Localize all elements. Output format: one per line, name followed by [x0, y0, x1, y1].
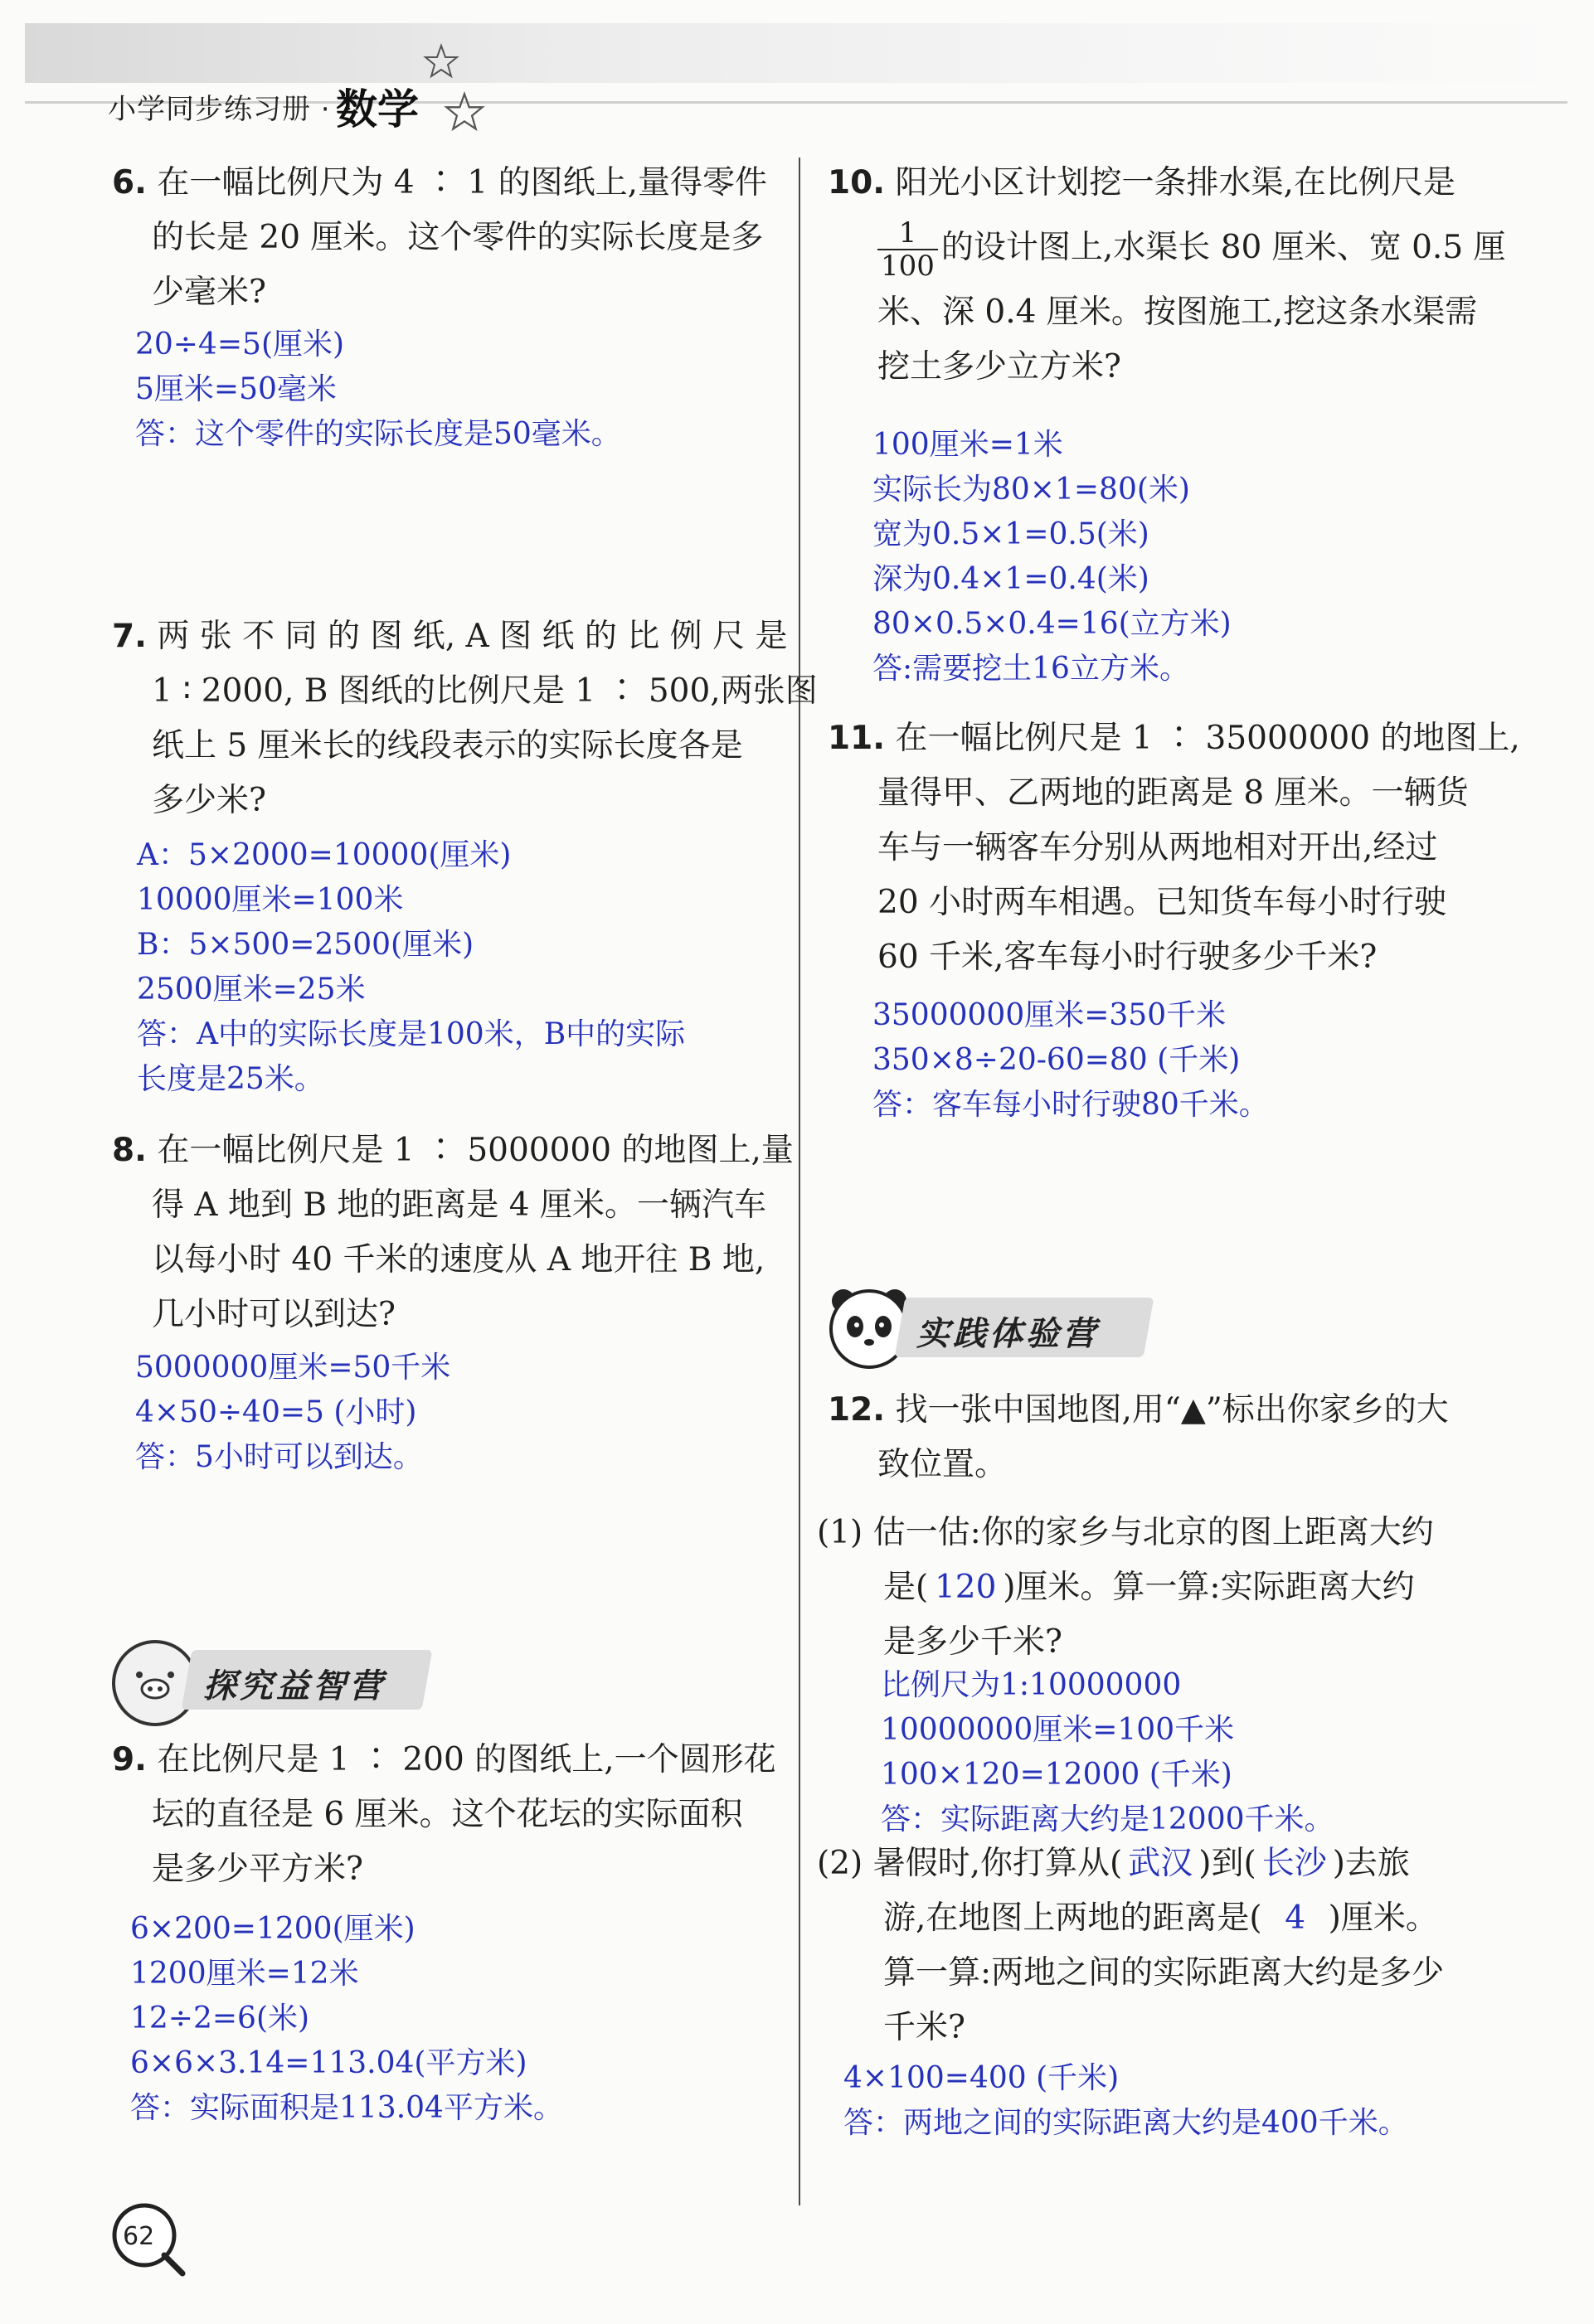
question-9	[112, 1733, 776, 1897]
question-line: 几小时可以到达?	[152, 1296, 396, 1333]
answer-9	[130, 1907, 563, 2131]
page-number: 62	[123, 2222, 155, 2251]
question-line: 是多少平方米?	[152, 1851, 363, 1888]
answer-line: 5000000厘米=50千米	[135, 1351, 451, 1385]
answer-7	[137, 833, 685, 1102]
answer-line: 比例尺为1:10000000	[881, 1668, 1182, 1702]
section-title-explore: 探究益智营	[203, 1667, 386, 1705]
answer-line: 答：两地之间的实际距离大约是400千米。	[843, 2106, 1408, 2140]
answer-line: A：5×2000=10000(厘米)	[137, 838, 512, 872]
question-line: 1 ∶ 2000, B 图纸的比例尺是 1 ∶ 500,两张图	[152, 672, 818, 710]
section-title-practice: 实践体验营	[916, 1315, 1099, 1353]
question-line: 12. 找一张中国地图,用“▲”标出你家乡的大	[828, 1391, 1449, 1429]
question-6	[112, 156, 767, 320]
question-line: 6. 在一幅比例尺为 4 ∶ 1 的图纸上,量得零件	[112, 164, 767, 201]
question-line: 游,在地图上两地的距离是( 4 )厘米。	[817, 1891, 1444, 1946]
answer-6	[135, 323, 621, 457]
fill-blank-to: 长沙	[1261, 1845, 1327, 1882]
question-12-part-2	[817, 1836, 1444, 2055]
question-line: 算一算:两地之间的实际距离大约是多少	[883, 1954, 1445, 1992]
star-icon	[423, 43, 459, 80]
question-number: 9.	[112, 1741, 147, 1778]
question-line: 的长是 20 厘米。这个零件的实际长度是多	[152, 219, 764, 256]
question-line: 20 小时两车相遇。已知货车每小时行驶	[877, 884, 1447, 921]
question-line: 是( 120 )厘米。算一算:实际距离大约	[817, 1560, 1434, 1615]
answer-line: 6×200=1200(厘米)	[130, 1912, 416, 1946]
question-8	[112, 1123, 794, 1342]
answer-line: 10000厘米=100米	[137, 883, 404, 917]
question-line: 8. 在一幅比例尺是 1 ∶ 5000000 的地图上,量	[112, 1132, 794, 1169]
question-line: 是多少千米?	[883, 1623, 1062, 1661]
question-line: 得 A 地到 B 地的距离是 4 厘米。一辆汽车	[152, 1186, 767, 1224]
question-line: 多少米?	[152, 782, 266, 819]
answer-12-part-2	[843, 2056, 1408, 2146]
question-7	[112, 609, 818, 828]
question-number: 10.	[828, 164, 886, 201]
answer-line: 答：5小时可以到达。	[135, 1440, 423, 1474]
answer-line: 12÷2=6(米)	[130, 2001, 310, 2035]
fraction: $\frac{1}{100}$	[877, 217, 938, 282]
star-icon	[444, 91, 485, 133]
question-line: 坛的直径是 6 厘米。这个花坛的实际面积	[152, 1796, 743, 1833]
question-10	[828, 156, 1506, 395]
answer-line: 2500厘米=25米	[137, 973, 366, 1007]
answer-line: 20÷4=5(厘米)	[135, 327, 345, 361]
question-line: 车与一辆客车分别从两地相对开出,经过	[877, 829, 1438, 866]
answer-line: 4×100=400 (千米)	[843, 2061, 1120, 2095]
answer-line: 答：客车每小时行驶80千米。	[872, 1088, 1269, 1122]
question-12-part-1	[817, 1506, 1434, 1670]
answer-line: 350×8÷20-60=80 (千米)	[872, 1043, 1241, 1077]
question-line: $\frac{1}{100}$ 的设计图上,水渠长 80 厘米、宽 0.5 厘	[828, 211, 1506, 285]
question-line: 挖土多少立方米?	[877, 348, 1121, 386]
answer-line: 答：A中的实际长度是100米，B中的实际	[137, 1017, 686, 1051]
question-line: 米、深 0.4 厘米。按图施工,挖这条水渠需	[877, 294, 1478, 331]
question-number: 6.	[112, 164, 147, 201]
answer-line: 10000000厘米=100千米	[881, 1713, 1235, 1747]
fill-blank-from: 武汉	[1128, 1845, 1193, 1882]
question-line: (1) 估一估:你的家乡与北京的图上距离大约	[817, 1514, 1434, 1551]
answer-line: 答：实际距离大约是12000千米。	[881, 1802, 1334, 1836]
question-line: 11. 在一幅比例尺是 1 ∶ 35000000 的地图上,	[828, 720, 1520, 757]
answer-line: 1200厘米=12米	[130, 1957, 359, 1991]
answer-11	[872, 993, 1269, 1128]
question-line: 以每小时 40 千米的速度从 A 地开往 B 地,	[152, 1241, 765, 1278]
question-number: 8.	[112, 1132, 147, 1169]
header-band	[25, 23, 1567, 83]
answer-line: 4×50÷40=5 (小时)	[135, 1395, 417, 1429]
answer-line: 宽为0.5×1=0.5(米)	[872, 517, 1149, 551]
question-line: 量得甲、乙两地的距离是 8 厘米。一辆货	[877, 774, 1469, 812]
question-line: 少毫米?	[152, 274, 266, 311]
answer-line: 答：这个零件的实际长度是50毫米。	[135, 417, 621, 451]
question-12	[828, 1383, 1449, 1492]
question-number: 11.	[828, 720, 886, 757]
answer-line: 6×6×3.14=113.04(平方米)	[130, 2046, 527, 2080]
answer-10	[872, 423, 1232, 691]
subject-title: 数学	[336, 85, 419, 133]
answer-line: 实际长为80×1=80(米)	[872, 473, 1190, 507]
answer-12-part-1	[881, 1663, 1334, 1842]
question-line: 千米?	[883, 2009, 965, 2046]
answer-line: 答：实际面积是113.04平方米。	[130, 2091, 563, 2125]
answer-line: 长度是25米。	[137, 1062, 324, 1096]
question-line: 60 千米,客车每小时行驶多少千米?	[877, 939, 1378, 976]
answer-line: 深为0.4×1=0.4(米)	[872, 562, 1149, 596]
fill-blank-map-distance: 4	[1285, 1899, 1306, 1937]
column-divider	[799, 158, 800, 2205]
answer-line: 80×0.5×0.4=16(立方米)	[872, 607, 1232, 641]
question-line: 7. 两 张 不 同 的 图 纸, A 图 纸 的 比 例 尺 是	[112, 618, 788, 655]
answer-line: B：5×500=2500(厘米)	[137, 928, 474, 962]
question-line: (2) 暑假时,你打算从( 武汉 )到( 长沙 )去旅	[817, 1836, 1444, 1891]
answer-8	[135, 1346, 450, 1480]
question-line: 10. 阳光小区计划挖一条排水渠,在比例尺是	[828, 164, 1455, 201]
answer-line: 答:需要挖土16立方米。	[872, 652, 1189, 686]
answer-line: 100厘米=1米	[872, 428, 1063, 462]
answer-line: 35000000厘米=350千米	[872, 998, 1227, 1032]
question-11	[828, 711, 1520, 985]
question-number: 7.	[112, 618, 147, 655]
question-line: 致位置。	[877, 1446, 1008, 1483]
answer-line: 100×120=12000 (千米)	[881, 1758, 1232, 1792]
question-number: 12.	[828, 1391, 886, 1429]
answer-line: 5厘米=50毫米	[135, 372, 337, 406]
book-title: 小学同步练习册 ·	[108, 93, 331, 126]
fill-blank-distance: 120	[934, 1569, 997, 1606]
question-line: 纸上 5 厘米长的线段表示的实际长度各是	[152, 727, 743, 764]
question-line: 9. 在比例尺是 1 ∶ 200 的图纸上,一个圆形花	[112, 1741, 776, 1778]
